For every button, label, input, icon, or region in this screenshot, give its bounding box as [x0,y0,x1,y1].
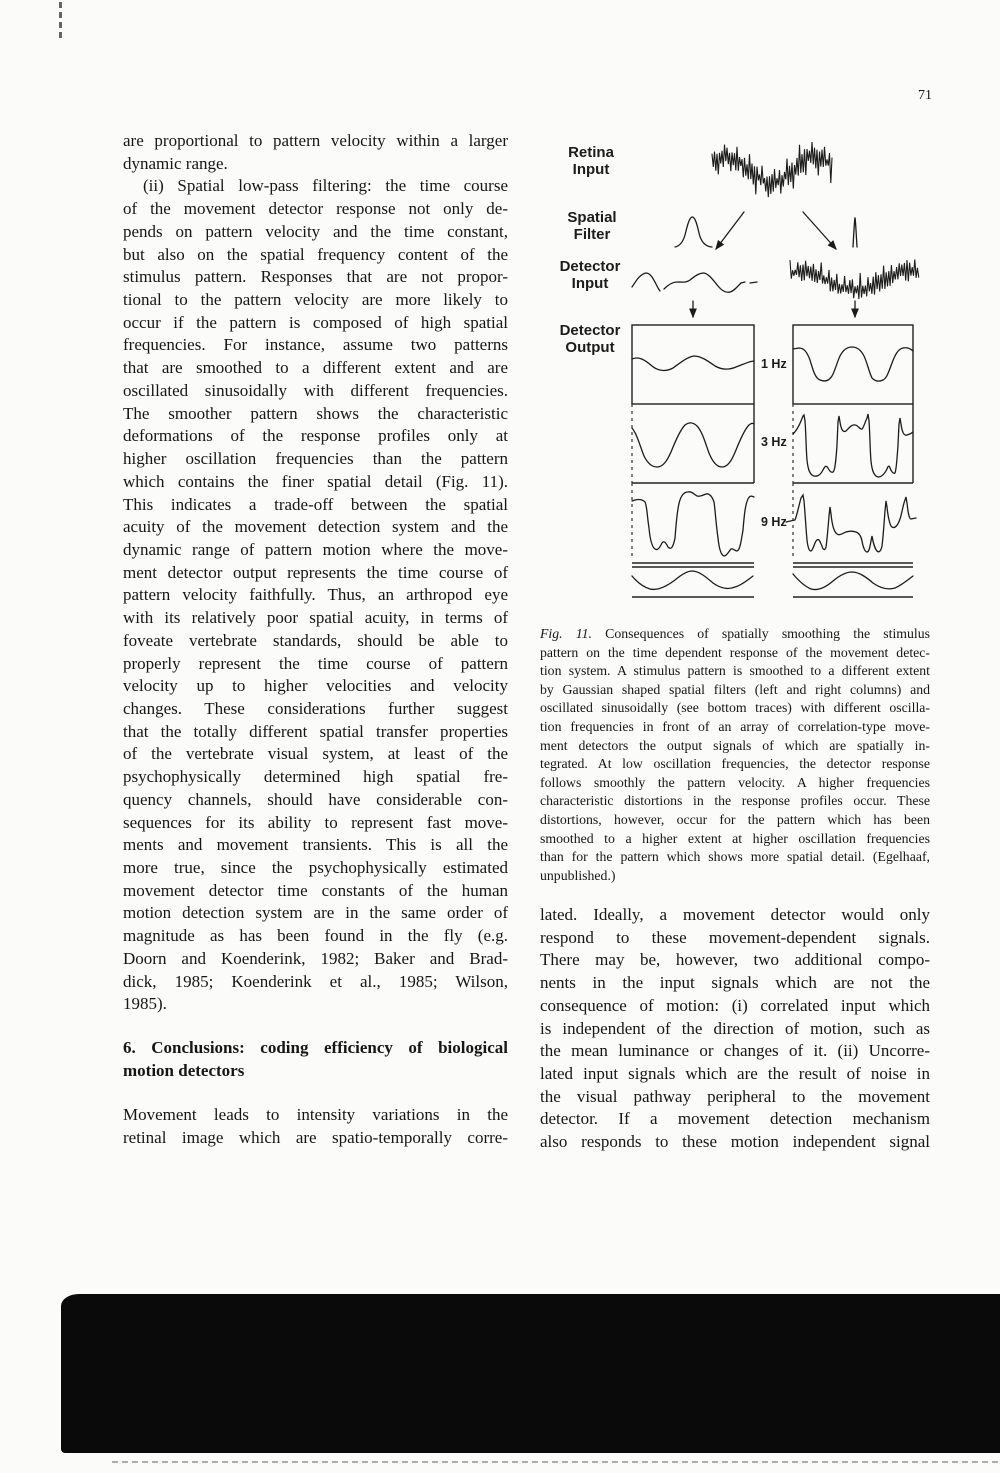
left-column [123,130,508,1149]
text-line: dynamic range of pattern motion where the move- [123,539,508,559]
text-line: Input [571,275,609,292]
text-line: follows smoothly the pattern velocity. A higher frequencies [540,774,930,790]
wave-right-1hz [793,347,913,381]
text-line: changes. These considerations further suggest [123,698,508,718]
text-line: frequencies. For instance, assume two patterns [123,335,508,355]
text-line: psychophysically determined high spatial fre- [123,767,508,787]
arrow-to-right-filter [803,212,836,249]
paragraph-right [540,904,930,1154]
wave-right-3hz [793,414,913,477]
text-line: retinal image which are spatio-temporally corre- [123,1127,508,1147]
text-line: properly represent the time course of pattern [123,653,508,673]
figure-label-detector-output [543,322,637,356]
caption-lines [540,644,930,886]
text-line: (ii) Spatial low-pass filtering: the time course [143,176,508,196]
text-line: Filter [573,226,611,243]
text-line: motion detectors [123,1061,245,1081]
text-line: ment detectors the output signals of which are spatially in- [540,737,930,753]
text-line: that the totally different spatial transfer properties [123,721,508,741]
text-line: more true, since the psychophysically estimated [123,858,508,877]
text-line: ments and movement transients. This is all the [123,835,508,855]
text-line: the mean luminance or changes of it. (ii) Uncorre- [540,1041,930,1061]
detector-input-noisy-trace [790,260,919,299]
gaussian-filter-wide [675,217,712,247]
figure-label-retina-input [546,144,636,178]
text-line: Doorn and Koenderink, 1982; Baker and Brad- [123,948,508,968]
text-line: 6. Conclusions: coding efficiency of biological [123,1038,508,1058]
caption-first-line [540,625,930,644]
text-line: unpublished.) [540,867,616,883]
wave-right-9hz [786,495,916,552]
detector-input-smooth-trace-2 [664,273,745,292]
text-line: pends on pattern velocity and the time constant, [123,221,508,241]
text-line: the visual pathway peripheral to the movement [540,1086,930,1106]
text-line: than for the pattern which shows more spatial detail. (Egelhaaf, [540,849,930,865]
text-line: Spatial [567,209,617,226]
text-line: Retina [568,144,614,161]
text-line: dynamic range. [123,153,228,173]
wave-left-stimulus-sine [632,571,753,589]
caption-first-line-text: Consequences of spatially smoothing the stimulus [605,626,931,641]
text-line: This indicates a trade-off between the spatial [123,494,508,514]
text-line: oscillated sinusoidally with different frequencies. [123,380,508,400]
text-line: which contains the finer spatial detail (Fig. 11). [123,471,508,491]
wave-left-3hz [632,423,754,467]
text-line: characteristic distortions in the response profiles occur. These [540,793,930,809]
retina-input-trace [712,142,832,197]
text-line: Detector [559,258,621,275]
text-line: Detector [559,322,621,339]
figure-caption-label: Fig. 11. [540,626,592,641]
text-line: ment detector output represents the time course of [123,562,508,582]
text-line: sequences for its ability to represent fast move- [123,812,508,832]
text-line: tegrated. At low oscillation frequencies, the detector response [540,756,930,772]
text-line: lated. Ideally, a movement detector would only [540,904,930,924]
text-line: The smoother pattern shows the characteristic [123,403,508,423]
section-heading [123,1036,508,1082]
text-line: There may be, however, two additional compo- [540,950,930,970]
text-line: distortions, however, occur for the pattern which has been [540,811,930,827]
text-line: consequence of motion: (i) correlated input which [540,995,930,1015]
text-line: Movement leads to intensity variations in the [123,1105,508,1125]
paragraph-spatial-lowpass [123,175,508,1016]
text-line: tional to the pattern velocity are more likely to [123,290,508,310]
text-line: motion detection system are in the same order of [123,903,508,923]
text-line: but also on the spatial frequency content of the [123,244,508,264]
text-line: that are smoothed to a different extent and are [123,358,508,378]
text-line: oscillated sinusoidally (see bottom traces) with different oscilla- [540,700,930,716]
text-line: movement detector time constants of the human [123,880,508,900]
paragraph-continued [123,130,508,175]
text-line: of the vertebrate visual system, at least of the [123,744,508,764]
text-line: detector. If a movement detection mechanism [540,1109,930,1129]
wave-left-9hz [632,492,754,556]
text-line: 1985). [123,994,167,1014]
detector-input-smooth-trace-3 [750,282,757,283]
scan-artifact-dashed-line [112,1461,998,1463]
text-line: foveate vertebrate standards, should be able to [123,630,508,650]
text-line: is independent of the direction of motion, such as [540,1018,930,1038]
text-line: with its relatively poor spatial acuity, in terms of [123,608,508,628]
text-line: higher oscillation frequencies than the pattern [123,449,508,469]
scan-artifact-mark [59,2,62,38]
text-line: dick, 1985; Koenderink et al., 1985; Wilson, [123,971,508,991]
wave-left-1hz [632,356,754,370]
frequency-label-3hz: 3 Hz [761,435,787,449]
text-line: by Gaussian shaped spatial filters (left and right columns) and [540,681,930,697]
text-line: smoothed to a higher extent at higher oscillation frequencies [540,830,930,846]
text-line: also responds to these motion independent signal [540,1132,930,1152]
text-line: quency channels, should have considerable con- [123,789,508,809]
scan-artifact-black-bar [61,1294,1000,1453]
text-line: tion system. A stimulus pattern is smoothed to a different extent [540,663,930,679]
text-line: deformations of the response profiles only at [123,426,508,446]
text-line: magnitude as has been found in the fly (e.g. [123,926,508,946]
figure-label-spatial-filter [547,209,637,243]
text-line: are proportional to pattern velocity within a larger [123,131,508,150]
paragraph-conclusions-start [123,1104,508,1149]
gaussian-filter-narrow-spike [853,218,857,248]
text-line: acuity of the movement detection system and the [123,517,508,537]
text-line: tion frequencies in front of an array of correlation-type move- [540,718,930,734]
figure-label-detector-input [543,258,637,292]
wave-right-stimulus-sine [793,572,913,590]
frequency-label-1hz: 1 Hz [761,357,787,371]
text-line: velocity up to higher velocities and velocity [123,676,508,696]
page-number: 71 [918,88,932,103]
text-line: nents in the input signals which are not the [540,973,930,993]
right-column [540,625,930,1154]
text-line: pattern on the time dependent response of the movement detec- [540,644,930,660]
text-line: lated input signals which are the result of noise in [540,1063,930,1083]
text-line: stimulus pattern. Responses that are not propor- [123,267,508,287]
frequency-label-9hz: 9 Hz [761,515,787,529]
text-line: of the movement detector response not only de- [123,199,508,219]
text-line: Input [572,161,610,178]
text-line: Output [565,339,615,356]
figure-caption [540,625,930,885]
arrow-to-left-filter [716,212,744,249]
text-line: occur if the pattern is composed of high spatial [123,312,508,332]
text-line: pattern velocity faithfully. Thus, an arthropod eye [123,585,508,605]
text-line: respond to these movement-dependent signals. [540,927,930,947]
